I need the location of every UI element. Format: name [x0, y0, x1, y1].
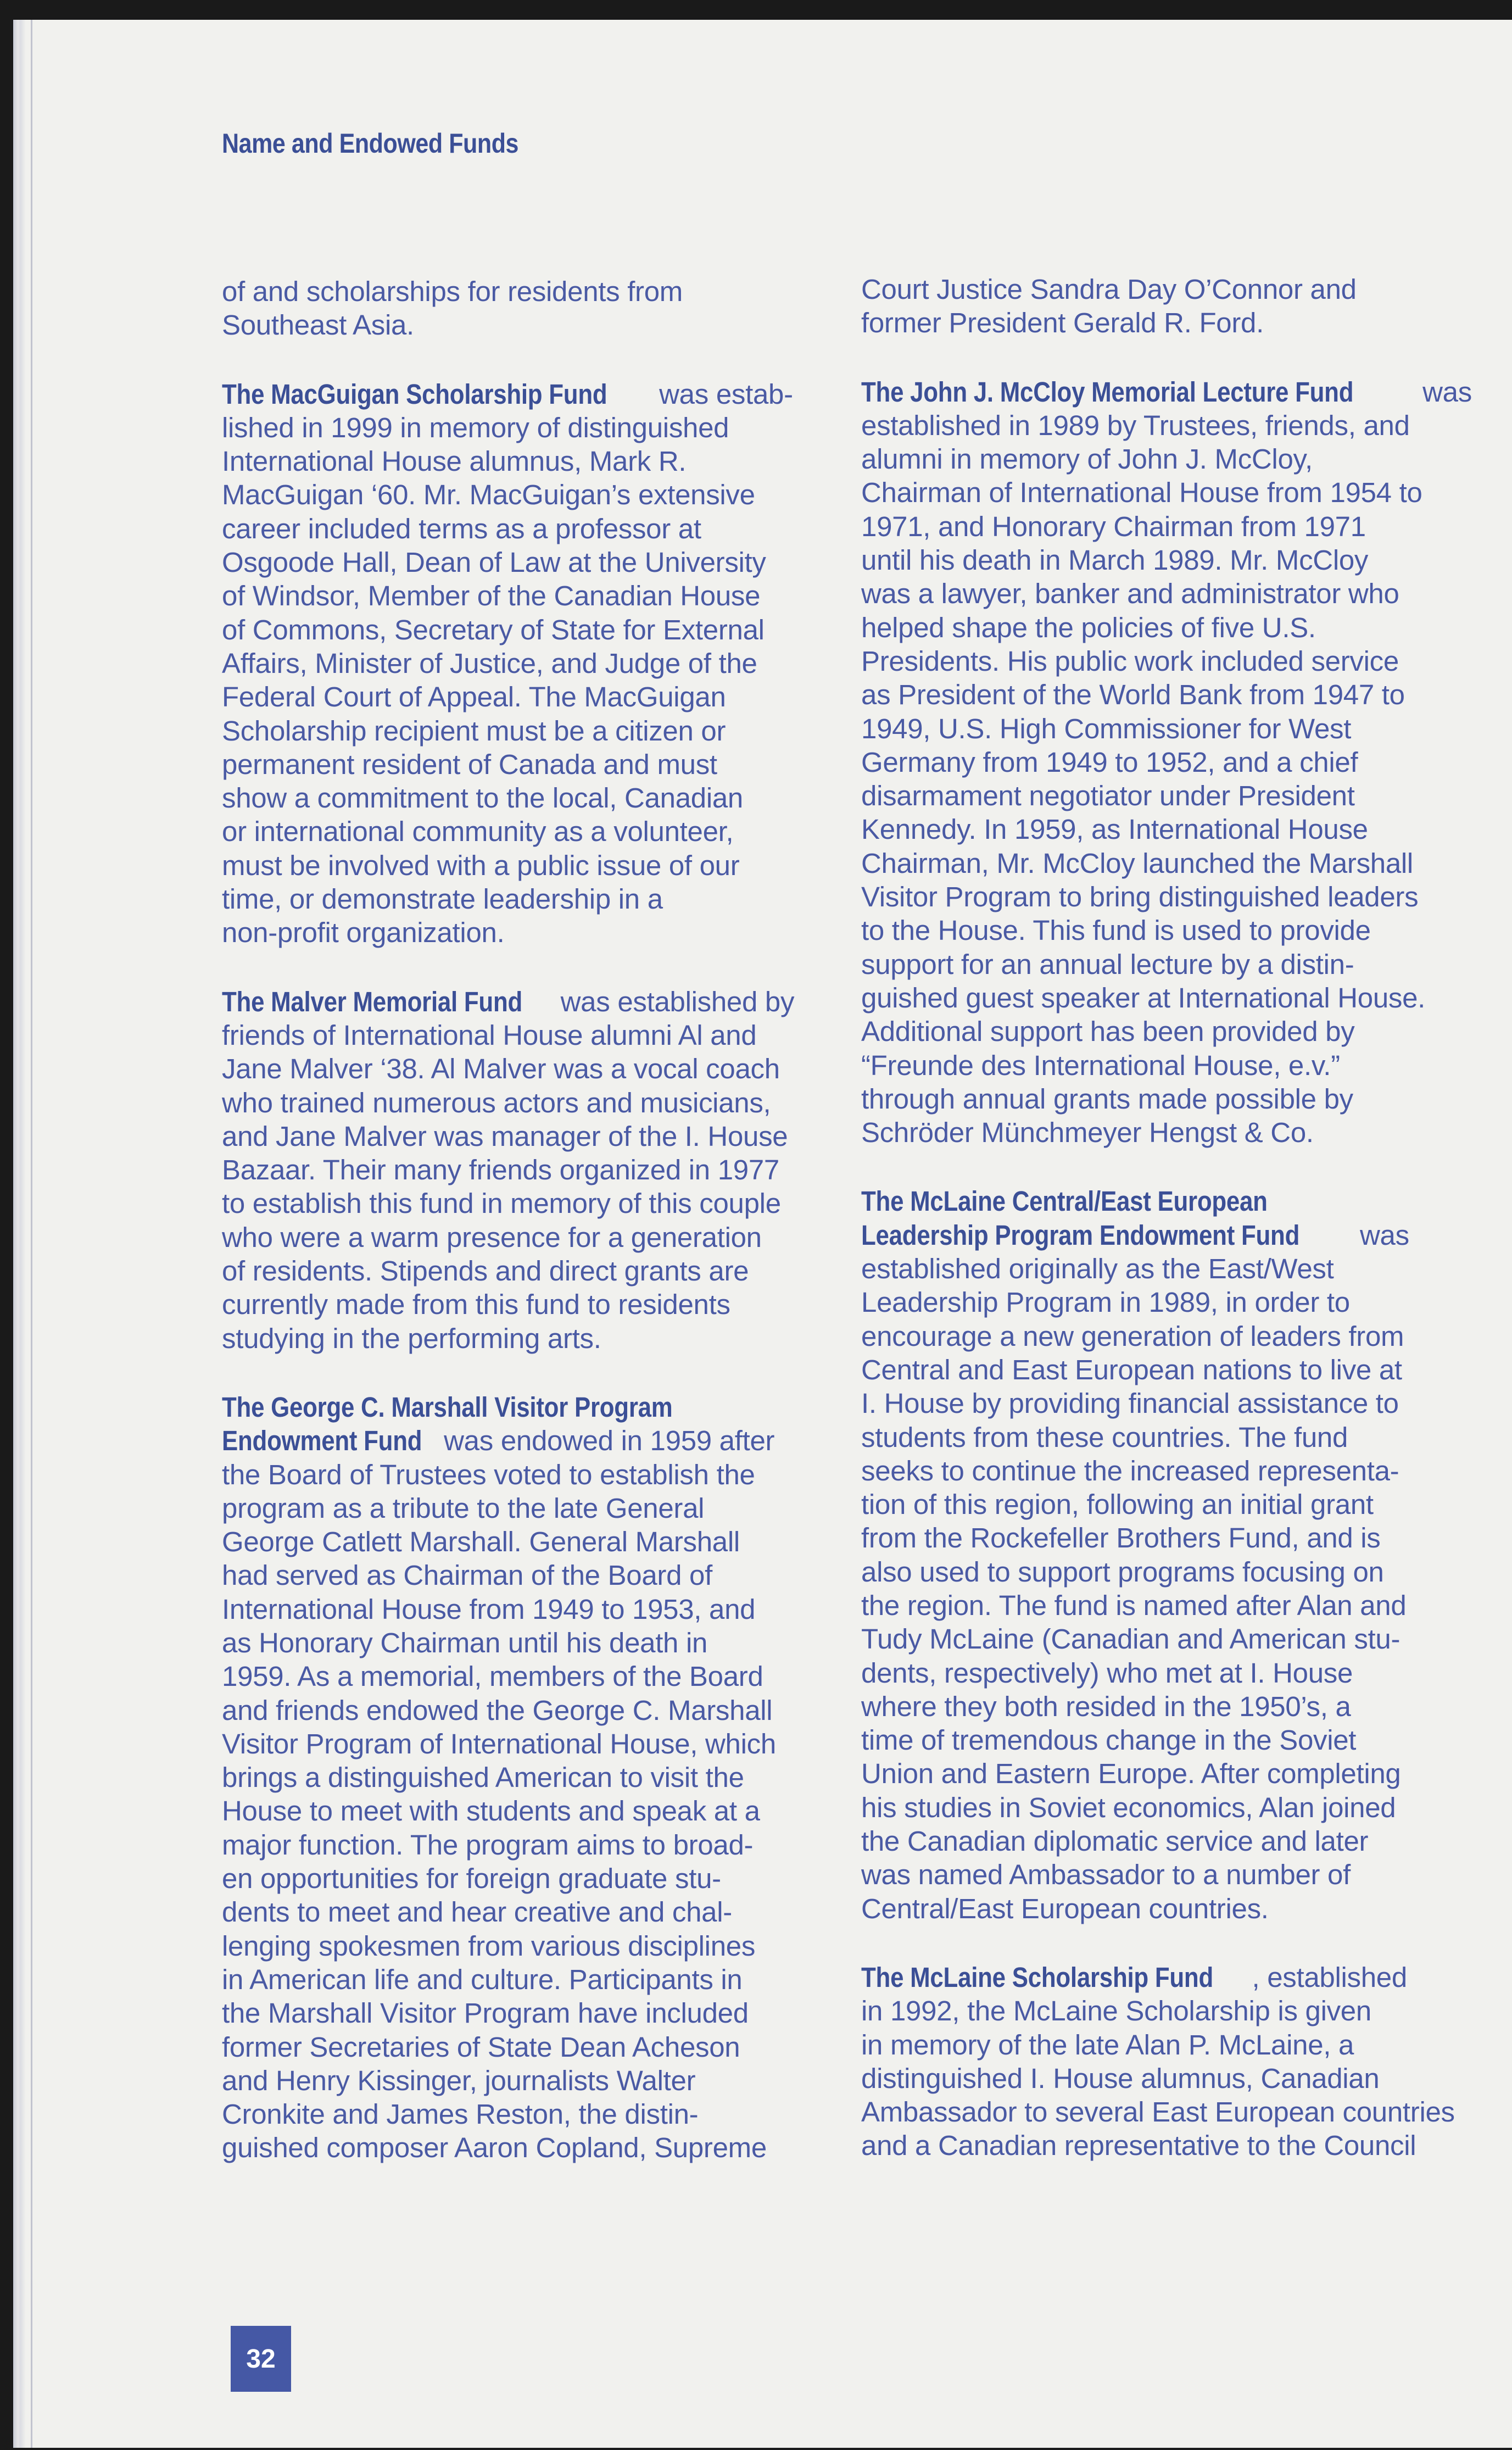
fund-name: The MacGuigan Scholarship Fund	[222, 378, 607, 410]
text-fragment: , established	[1252, 1961, 1407, 1993]
text-line: and Henry Kissinger, journalists Walter	[222, 2064, 696, 2096]
text-line: and a Canadian representative to the Council	[861, 2130, 1416, 2162]
text-line: International House from 1949 to 1953, and	[222, 1593, 756, 1625]
text-line: Leadership Program in 1989, in order to	[861, 1287, 1350, 1318]
text-line: also used to support programs focusing on	[861, 1556, 1384, 1588]
text-line: Chairman, Mr. McCloy launched the Marshall	[861, 847, 1413, 879]
text-line	[222, 1424, 832, 1457]
text-line: students from these countries. The fund	[861, 1421, 1348, 1453]
text-line: in 1992, the McLaine Scholarship is given	[861, 1995, 1371, 2027]
text-line: where they both resided in the 1950’s, a	[861, 1690, 1351, 1722]
text-line: had served as Chairman of the Board of	[222, 1560, 712, 1591]
text-line: encourage a new generation of leaders from	[861, 1320, 1404, 1352]
text-line: major function. The program aims to broad-	[222, 1829, 754, 1861]
text-line: was named Ambassador to a number of	[861, 1859, 1351, 1891]
text-line: International House alumnus, Mark R.	[222, 446, 687, 477]
page-binding-edge	[13, 20, 25, 2448]
fund-name: The Malver Memorial Fund	[222, 985, 523, 1017]
page-number-badge	[231, 2326, 291, 2392]
text-line: Presidents. His public work included service	[861, 645, 1399, 677]
text-fragment: was	[1352, 1219, 1409, 1251]
paragraph-mclaine-scholarship-fund	[861, 1961, 1482, 2163]
text-line: Schröder Münchmeyer Hengst & Co.	[861, 1117, 1314, 1149]
left-column	[222, 275, 832, 2200]
text-line: “Freunde des International House, e.v.”	[861, 1049, 1340, 1081]
text-line: show a commitment to the local, Canadian	[222, 782, 743, 814]
text-line	[861, 1184, 1482, 1218]
text-line: Central/East European countries.	[861, 1892, 1269, 1924]
text-line: Jane Malver ‘38. Al Malver was a vocal coach	[222, 1053, 780, 1085]
text-line: the Marshall Visitor Program have included	[222, 1997, 749, 2029]
text-line: program as a tribute to the late General	[222, 1492, 705, 1524]
text-line: alumni in memory of John J. McCloy,	[861, 443, 1313, 475]
text-line: and friends endowed the George C. Marshall	[222, 1694, 773, 1726]
paragraph-malver-fund	[222, 985, 832, 1355]
text-line: established in 1989 by Trustees, friends, and	[861, 409, 1410, 441]
text-line: former Secretaries of State Dean Acheson	[222, 2031, 740, 2063]
text-line: time of tremendous change in the Soviet	[861, 1724, 1357, 1756]
text-line: guished composer Aaron Copland, Supreme	[222, 2132, 767, 2164]
text-line: must be involved with a public issue of our	[222, 849, 740, 881]
text-line: 1971, and Honorary Chairman from 1971	[861, 510, 1366, 542]
text-line: until his death in March 1989. Mr. McCloy	[861, 544, 1369, 576]
text-line: tion of this region, following an initial grant	[861, 1489, 1374, 1521]
right-column	[861, 272, 1482, 2198]
text-line: the Board of Trustees voted to establish the	[222, 1458, 755, 1490]
text-line: in memory of the late Alan P. McLaine, a	[861, 2029, 1354, 2061]
text-fragment: was estab-	[651, 378, 793, 410]
section-header: Name and Endowed Funds	[222, 128, 519, 159]
text-line: seeks to continue the increased representa-	[861, 1455, 1399, 1486]
text-line: dents to meet and hear creative and chal-	[222, 1896, 732, 1928]
text-line: helped shape the policies of five U.S.	[861, 611, 1316, 643]
text-line: career included terms as a professor at	[222, 513, 701, 544]
text-line: MacGuigan ‘60. Mr. MacGuigan’s extensive	[222, 479, 755, 511]
text-line: Visitor Program of International House, which	[222, 1728, 776, 1759]
text-line: 1959. As a memorial, members of the Board	[222, 1661, 763, 1692]
text-line: through annual grants made possible by	[861, 1083, 1353, 1115]
text-line: to establish this fund in memory of this couple	[222, 1188, 781, 1220]
fund-name: The John J. McCloy Memorial Lecture Fund	[861, 376, 1354, 408]
text-line: Central and East European nations to live at	[861, 1354, 1402, 1385]
fund-name: The McLaine Central/East European	[861, 1185, 1268, 1217]
text-line: or international community as a volunteer,	[222, 816, 734, 848]
paragraph-marshall-fund	[222, 1390, 832, 2165]
text-line: as President of the World Bank from 1947 to	[861, 679, 1405, 711]
text-line: 1949, U.S. High Commissioner for West	[861, 712, 1352, 744]
text-line: Tudy McLaine (Canadian and American stu-	[861, 1623, 1401, 1655]
text-line: lished in 1999 in memory of distinguished	[222, 411, 729, 443]
text-line: former President Gerald R. Ford.	[861, 307, 1264, 339]
text-line: studying in the performing arts.	[222, 1322, 601, 1354]
text-line: House to meet with students and speak at a	[222, 1795, 760, 1827]
text-fragment: was established by	[553, 985, 795, 1017]
text-fragment: was	[1415, 376, 1472, 408]
text-line: Bazaar. Their many friends organized in 1977	[222, 1154, 779, 1186]
text-line: en opportunities for foreign graduate stu-	[222, 1863, 721, 1895]
text-line: of Commons, Secretary of State for External	[222, 614, 765, 645]
binding-line	[31, 20, 32, 2448]
text-line: lenging spokesmen from various disciplines	[222, 1930, 756, 1962]
text-line: in American life and culture. Participants in	[222, 1963, 743, 1995]
text-line: the region. The fund is named after Alan and	[861, 1589, 1407, 1621]
text-fragment: was endowed in 1959 after	[436, 1425, 775, 1457]
text-line: established originally as the East/West	[861, 1253, 1334, 1285]
text-line: brings a distinguished American to visit the	[222, 1762, 744, 1794]
text-line: Visitor Program to bring distinguished leaders	[861, 881, 1419, 913]
text-line: was a lawyer, banker and administrator who	[861, 578, 1399, 610]
text-line: to the House. This fund is used to provide	[861, 915, 1371, 946]
text-line: Scholarship recipient must be a citizen or	[222, 715, 726, 747]
document-page	[13, 20, 1512, 2448]
text-line: distinguished I. House alumnus, Canadian	[861, 2062, 1380, 2094]
text-line: of Windsor, Member of the Canadian House	[222, 580, 761, 612]
text-line: Cronkite and James Reston, the distin-	[222, 2098, 699, 2130]
text-line: of residents. Stipends and direct grants are	[222, 1255, 749, 1287]
text-line: Osgoode Hall, Dean of Law at the University	[222, 547, 766, 578]
text-line: Affairs, Minister of Justice, and Judge of the	[222, 647, 757, 679]
fund-name: Leadership Program Endowment Fund	[861, 1219, 1300, 1251]
text-line	[222, 985, 832, 1018]
text-line: his studies in Soviet economics, Alan joined	[861, 1791, 1396, 1823]
text-line: dents, respectively) who met at I. House	[861, 1657, 1353, 1689]
text-line: Ambassador to several East European countries	[861, 2096, 1455, 2128]
text-line	[861, 1218, 1482, 1252]
text-line: Germany from 1949 to 1952, and a chief	[861, 746, 1358, 778]
text-line: George Catlett Marshall. General Marshall	[222, 1526, 740, 1558]
text-line: time, or demonstrate leadership in a	[222, 883, 663, 915]
text-line: I. House by providing financial assistance to	[861, 1388, 1399, 1419]
paragraph-continuation-right	[861, 272, 1482, 340]
text-line: as Honorary Chairman until his death in	[222, 1627, 708, 1658]
text-line	[861, 1961, 1482, 1994]
text-line: Additional support has been provided by	[861, 1016, 1355, 1048]
text-line	[222, 1390, 832, 1424]
text-line: Southeast Asia.	[222, 309, 414, 341]
text-line: non-profit organization.	[222, 917, 505, 949]
text-line: and Jane Malver was manager of the I. House	[222, 1120, 788, 1152]
page-number: 32	[246, 2344, 276, 2374]
paragraph-mccloy-fund	[861, 375, 1482, 1150]
paragraph-continuation-left	[222, 275, 832, 342]
text-line: Federal Court of Appeal. The MacGuigan	[222, 681, 726, 713]
text-line: of and scholarships for residents from	[222, 276, 683, 307]
text-line: the Canadian diplomatic service and later	[861, 1825, 1369, 1857]
text-line: Union and Eastern Europe. After completing	[861, 1758, 1401, 1790]
text-line: support for an annual lecture by a distin-	[861, 948, 1354, 980]
text-line	[222, 377, 832, 411]
text-line: permanent resident of Canada and must	[222, 748, 717, 780]
text-line: Kennedy. In 1959, as International House	[861, 814, 1368, 845]
text-line: who were a warm presence for a generation	[222, 1221, 762, 1253]
paragraph-macguigan-fund	[222, 377, 832, 950]
text-line: Court Justice Sandra Day O’Connor and	[861, 274, 1357, 305]
text-line: currently made from this fund to residents	[222, 1289, 730, 1321]
fund-name: Endowment Fund	[222, 1425, 422, 1457]
text-line: who trained numerous actors and musicians,	[222, 1087, 771, 1118]
text-line: from the Rockefeller Brothers Fund, and is	[861, 1522, 1381, 1554]
text-line: disarmament negotiator under President	[861, 780, 1355, 812]
fund-name: The McLaine Scholarship Fund	[861, 1961, 1214, 1993]
text-line: guished guest speaker at International House.	[861, 982, 1426, 1014]
paragraph-mclaine-leadership-fund	[861, 1184, 1482, 1925]
text-line	[861, 375, 1482, 409]
text-line: Chairman of International House from 1954 to	[861, 477, 1422, 509]
text-line: friends of International House alumni Al and	[222, 1019, 757, 1051]
fund-name: The George C. Marshall Visitor Program	[222, 1391, 673, 1423]
